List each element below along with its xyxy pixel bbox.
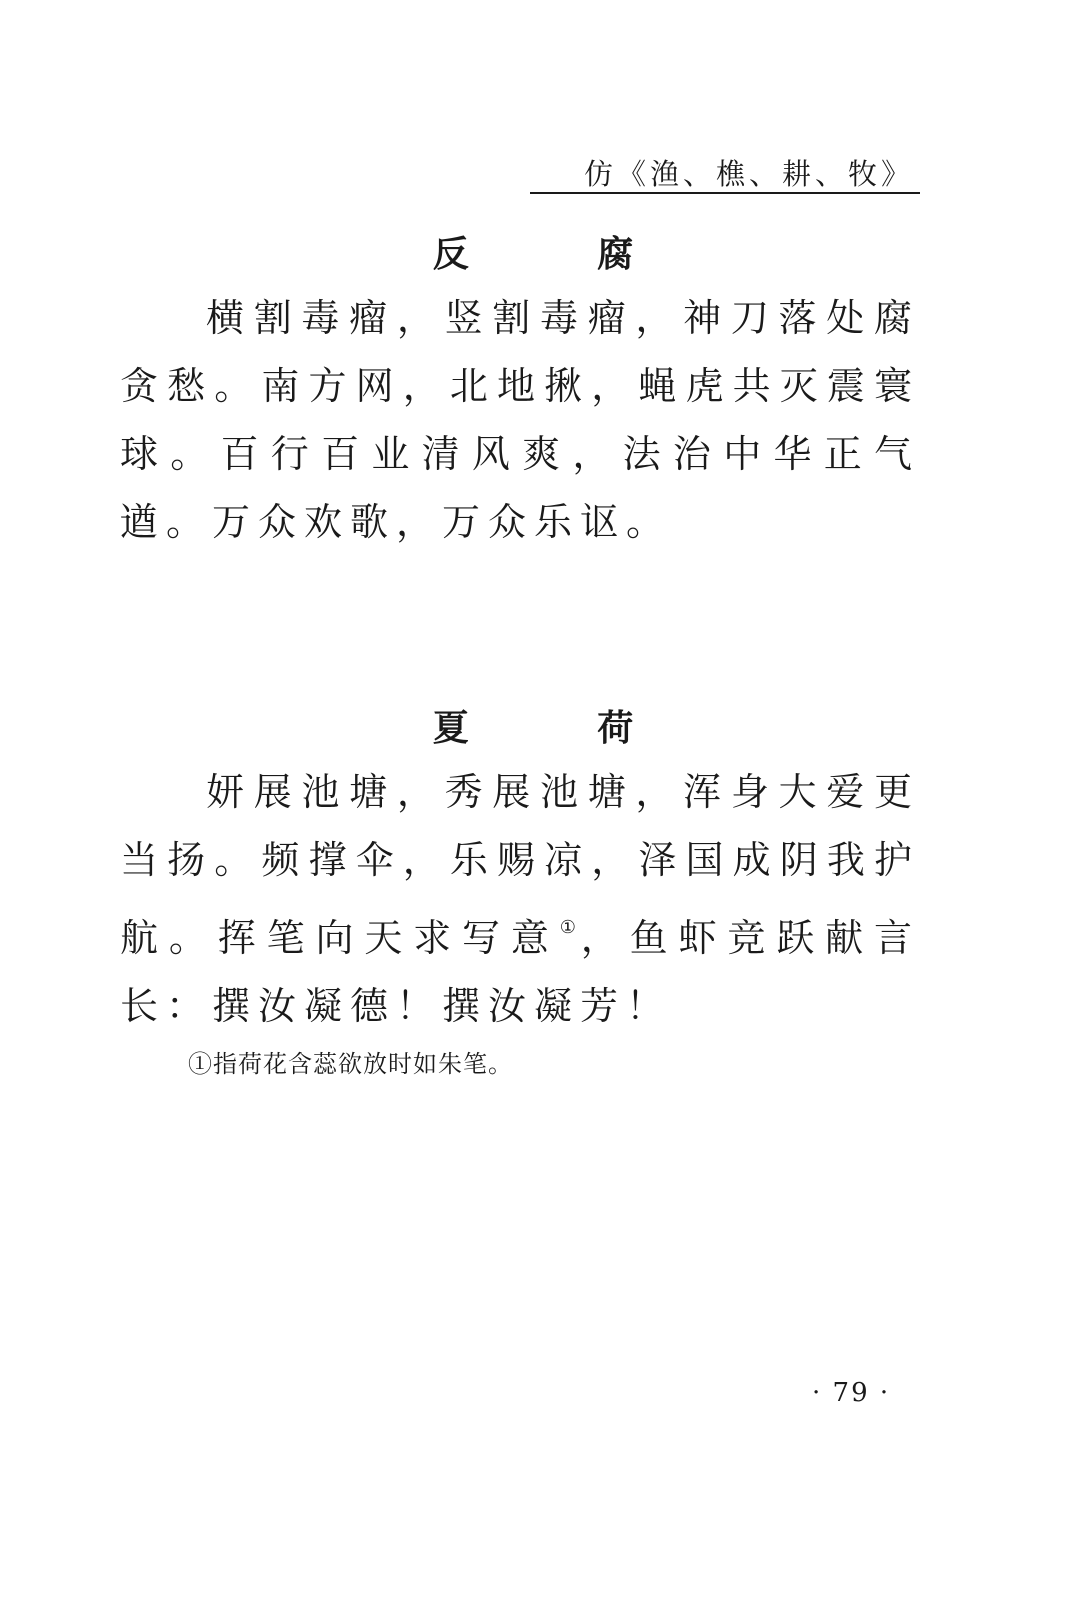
page-number: · 79 · (812, 1378, 891, 1408)
poem-body-xiahe-part2: ，鱼虾竞跃献言长：撰汝凝德！撰汝凝芳！ (120, 916, 920, 1028)
running-head (530, 150, 920, 194)
poem-title-xiahe: 夏 荷 (432, 708, 692, 749)
footnote-marker: ① (559, 917, 581, 938)
running-head-title: 仿《渔、樵、耕、牧》 (583, 157, 914, 191)
footnote: ①指荷花含蕊欲放时如朱笔。 (188, 1050, 513, 1078)
poem-body-xiahe (120, 758, 920, 1040)
poem-body-fanfu: 横割毒瘤，竖割毒瘤，神刀落处腐贪愁。南方网，北地揪，蝇虎共灭震寰球。百行百业清风爽，法治中华正气遒。万众欢歌，万众乐讴。 (120, 296, 920, 544)
poem-body-xiahe-part1: 妍展池塘，秀展池塘，浑身大爱更当扬。频撑伞，乐赐凉，泽国成阴我护航。挥笔向天求写意 (120, 770, 920, 960)
poem-title-fanfu: 反 腐 (432, 234, 692, 275)
